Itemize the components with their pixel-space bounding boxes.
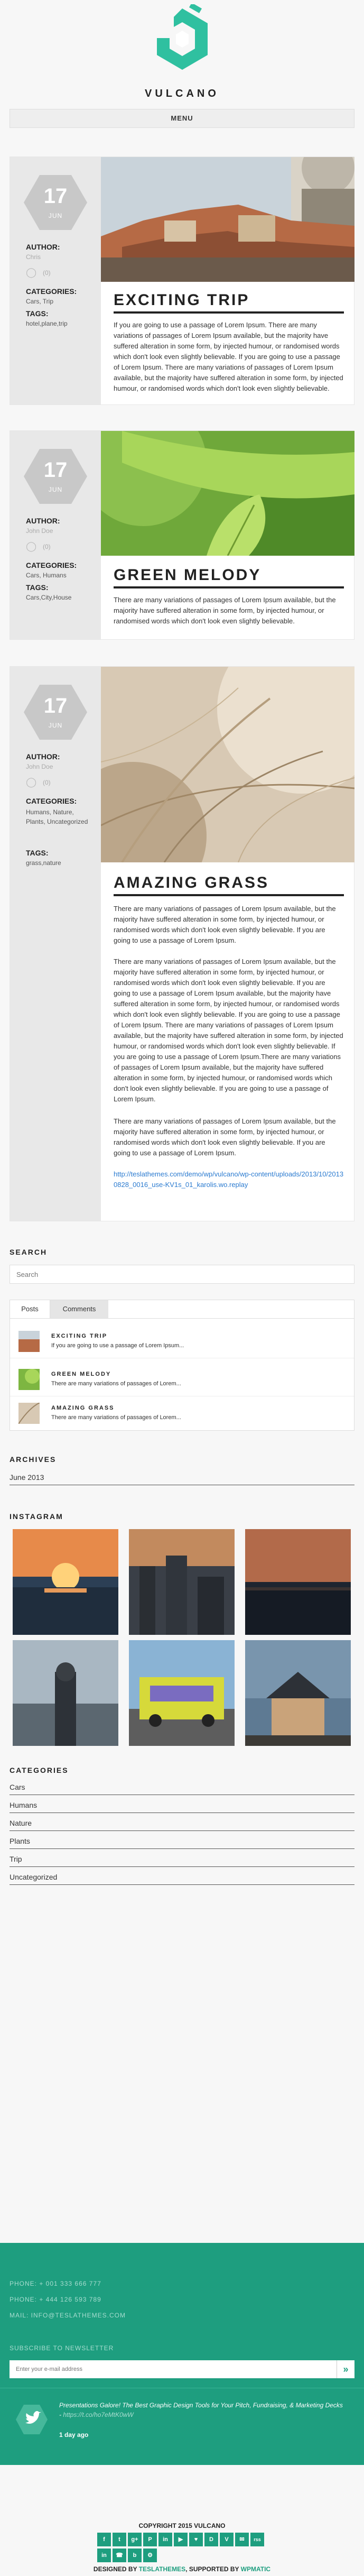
facebook-icon[interactable]: f	[97, 2533, 111, 2546]
instagram-photo-food-truck[interactable]	[129, 1640, 235, 1746]
tags-value[interactable]: Cars,City,House	[26, 594, 72, 601]
title-divider	[114, 586, 344, 588]
author-label: AUTHOR:	[26, 752, 60, 761]
list-item-title[interactable]: AMAZING GRASS	[51, 1405, 115, 1411]
post-meta	[10, 157, 101, 404]
tags-label: TAGS:	[26, 583, 49, 592]
dribbble-icon[interactable]: D	[204, 2533, 218, 2546]
tags-label: TAGS:	[26, 849, 49, 857]
comment-icon: ◯	[26, 541, 37, 551]
post-paragraph-3: There are many variations of passages of Lorem Ipsum available, but the majority have suffered alteration in some form, by injected humour, or randomised words which don't look even slightly believable. If you are going to use a passage of Lorem Ipsum.	[114, 1117, 336, 1157]
title-divider	[114, 311, 344, 314]
tweet-text	[59, 2400, 344, 2419]
site-footer	[0, 2243, 364, 2465]
recent-posts-widget	[10, 1300, 354, 1431]
tags-value[interactable]: hotel,plane,trip	[26, 320, 68, 327]
tags-value[interactable]: grass,nature	[26, 859, 61, 867]
rss-icon[interactable]: rss	[250, 2533, 264, 2546]
twitter-social-icon[interactable]: t	[113, 2533, 126, 2546]
categories-label: CATEGORIES:	[26, 797, 77, 805]
archive-item[interactable]: June 2013	[10, 1473, 354, 1485]
youtube-icon[interactable]: ▶	[174, 2533, 188, 2546]
tweet-body: Presentations Galore! The Best Graphic Design Tools for Your Pitch, Fundraising, & Marketing Decks -	[59, 2402, 343, 2418]
post-paragraph-1: There are many variations of passages of Lorem Ipsum available, but the majority have suffered alteration in some form, by injected humour, or randomised words which don't look even slightly believable. If you are going to use a passage of Lorem Ipsum.	[114, 905, 336, 944]
list-item-excerpt: There are many variations of passages of Lorem...	[51, 1414, 181, 1421]
settings-icon[interactable]: ⚙	[143, 2549, 157, 2562]
category-item[interactable]: Humans	[10, 1801, 354, 1813]
post-image-venice[interactable]	[101, 157, 354, 282]
search-title: SEARCH	[10, 1248, 48, 1256]
instagram-icon[interactable]: in	[97, 2549, 111, 2562]
post-month: JUN	[48, 212, 63, 219]
pinterest-icon[interactable]: P	[143, 2533, 157, 2546]
post-day: 17	[43, 694, 68, 717]
comment-count[interactable]: (0)	[43, 269, 51, 277]
author-label: AUTHOR:	[26, 517, 60, 525]
copyright: COPYRIGHT 2015 VULCANO	[138, 2522, 226, 2529]
author-link[interactable]: Chris	[26, 253, 41, 261]
instagram-photo-portrait[interactable]	[13, 1640, 118, 1746]
post-exciting-trip	[10, 157, 354, 405]
archives-title: ARCHIVES	[10, 1455, 57, 1464]
google-plus-icon[interactable]: g+	[128, 2533, 142, 2546]
post-green-melody	[10, 430, 354, 640]
newsletter-email-input[interactable]	[10, 2360, 337, 2378]
credit-support-link[interactable]: WPMATIC	[240, 2565, 271, 2573]
search-input[interactable]	[10, 1265, 354, 1284]
menu-button[interactable]: MENU	[10, 109, 354, 128]
author-link[interactable]: John Doe	[26, 763, 53, 770]
post-paragraph-2: There are many variations of passages of Lorem Ipsum available, but the majority have suffered alteration in some form, by injected humour, or randomised words which don't look even slightly believable. If you are going to use a passage of Lorem Ipsum available, but the majority have suffered alteration in some form, by injected humour, or randomised words which don't look even slightly believable. If you are going to use a passage of Lorem Ipsum. There are many variations of passages of Lorem Ipsum available, but the majority have suffered alteration in some form, by injected humour, or randomised words which don't look even slightly believable. If you are going to use a passage of Lorem Ipsum.There are many variations of passages of Lorem Ipsum available, but the majority have suffered alteration in some form, by injected humour, or randomised words which don't look even slightly believable. If you are going to use a passage of Lorem Ipsum.	[114, 958, 343, 1103]
tweet-time: 1 day ago	[59, 2431, 89, 2439]
post-month: JUN	[48, 722, 63, 729]
credit-line	[0, 2565, 364, 2573]
tags-label: TAGS:	[26, 309, 49, 318]
instagram-photo-sunset-lake[interactable]	[13, 1529, 118, 1635]
post-day: 17	[43, 185, 68, 208]
brand-name: VULCANO	[145, 88, 219, 99]
thumbnail-venice	[18, 1331, 40, 1352]
comment-count[interactable]: (0)	[43, 543, 51, 550]
thumbnail-grass	[18, 1403, 40, 1424]
list-item[interactable]	[10, 1402, 354, 1430]
credit-author-link[interactable]: TESLATHEMES	[138, 2565, 186, 2573]
categories-value[interactable]: Humans, Nature, Plants, Uncategorized	[26, 808, 88, 825]
list-item-excerpt: There are many variations of passages of Lorem...	[51, 1381, 181, 1387]
tabs-divider	[10, 1318, 354, 1319]
list-item-title[interactable]: GREEN MELODY	[51, 1371, 111, 1377]
newsletter-submit-button[interactable]: »	[337, 2360, 354, 2378]
social-icons	[97, 2533, 267, 2562]
footer-phone-1: PHONE: + 001 333 666 777	[10, 2280, 101, 2287]
phone-icon[interactable]: ☎	[113, 2549, 126, 2562]
credit-mid: , SUPPORTED BY	[185, 2565, 241, 2573]
author-link[interactable]: John Doe	[26, 527, 53, 535]
tweet-link[interactable]: https://t.co/ho7eMtK0wW	[63, 2411, 134, 2418]
leaf-photo	[101, 431, 354, 556]
post-excerpt: There are many variations of passages of Lorem Ipsum available, but the majority have suffered alteration in some form, by injected humour, or randomised words which don't look even slightly believable.	[114, 596, 336, 625]
categories-value[interactable]: Cars, Trip	[26, 298, 54, 305]
venice-photo	[101, 157, 354, 282]
newsletter-title: SUBSCRIBE TO NEWSLETTER	[10, 2344, 114, 2352]
categories-title: CATEGORIES	[10, 1766, 69, 1774]
post-image-leaf[interactable]	[101, 431, 354, 556]
grass-photo	[101, 667, 354, 862]
instagram-photo-cityscape[interactable]	[129, 1529, 235, 1635]
category-item[interactable]: Plants	[10, 1837, 354, 1849]
categories-label: CATEGORIES:	[26, 287, 77, 296]
credit-prefix: DESIGNED BY	[93, 2565, 139, 2573]
heart-icon[interactable]: ♥	[189, 2533, 203, 2546]
post-title[interactable]: GREEN MELODY	[114, 566, 262, 584]
post-meta	[10, 667, 101, 1221]
twitter-icon	[16, 2405, 48, 2434]
vimeo-icon[interactable]: V	[220, 2533, 234, 2546]
post-excerpt: If you are going to use a passage of Lorem Ipsum. There are many variations of passages of Lorem Ipsum available, but the majority have suffered alteration in some form, by injected humour, or randomised words which don't look even slightly believable. If you are going to use a passage of Lorem Ipsum. There are many variations of passages of Lorem Ipsum available, but the majority have suffered alteration in some form, by injected humour, or randomised words which don't look even slightly believable.	[114, 321, 343, 392]
list-item-excerpt: If you are going to use a passage of Lorem Ipsum...	[51, 1342, 184, 1349]
post-day: 17	[43, 458, 68, 482]
tab-posts[interactable]: Posts	[10, 1300, 50, 1318]
list-item[interactable]	[10, 1368, 354, 1396]
instagram-grid	[10, 1529, 354, 1746]
comment-count[interactable]: (0)	[43, 779, 51, 786]
author-label: AUTHOR:	[26, 243, 60, 251]
list-item-title[interactable]: EXCITING TRIP	[51, 1333, 108, 1339]
categories-label: CATEGORIES:	[26, 561, 77, 569]
footer-phone-2: PHONE: + 444 126 593 789	[10, 2296, 101, 2303]
post-month: JUN	[48, 486, 63, 493]
instagram-photo-house[interactable]	[245, 1640, 351, 1746]
category-item[interactable]: Cars	[10, 1783, 354, 1795]
behance-icon[interactable]: b	[128, 2549, 142, 2562]
category-item[interactable]: Trip	[10, 1855, 354, 1867]
mail-icon[interactable]: ✉	[235, 2533, 249, 2546]
post-title[interactable]: AMAZING GRASS	[114, 874, 269, 891]
title-divider	[114, 894, 344, 896]
vulcano-logo-icon	[145, 4, 219, 84]
post-amazing-grass	[10, 666, 354, 1221]
post-meta	[10, 431, 101, 639]
categories-value[interactable]: Cars, Humans	[26, 572, 67, 579]
footer-mail[interactable]: MAIL: INFO@TESLATHEMES.COM	[10, 2312, 126, 2319]
thumbnail-leaf	[18, 1369, 40, 1390]
instagram-title: INSTAGRAM	[10, 1512, 63, 1521]
comment-icon: ◯	[26, 777, 37, 787]
instagram-photo-pier[interactable]	[245, 1529, 351, 1635]
post-title[interactable]: EXCITING TRIP	[114, 291, 250, 309]
category-item[interactable]: Uncategorized	[10, 1873, 354, 1885]
post-link[interactable]: http://teslathemes.com/demo/wp/vulcano/wp-content/uploads/2013/10/20130828_0016_use-KV1s_01_karolis.wo.replay	[114, 1170, 344, 1189]
linkedin-icon[interactable]: in	[158, 2533, 172, 2546]
comment-icon: ◯	[26, 267, 37, 278]
list-item[interactable]	[10, 1330, 354, 1358]
category-item[interactable]: Nature	[10, 1819, 354, 1831]
post-image-grass[interactable]	[101, 667, 354, 862]
bottom-bar	[0, 2465, 364, 2576]
tab-comments[interactable]: Comments	[50, 1300, 108, 1318]
